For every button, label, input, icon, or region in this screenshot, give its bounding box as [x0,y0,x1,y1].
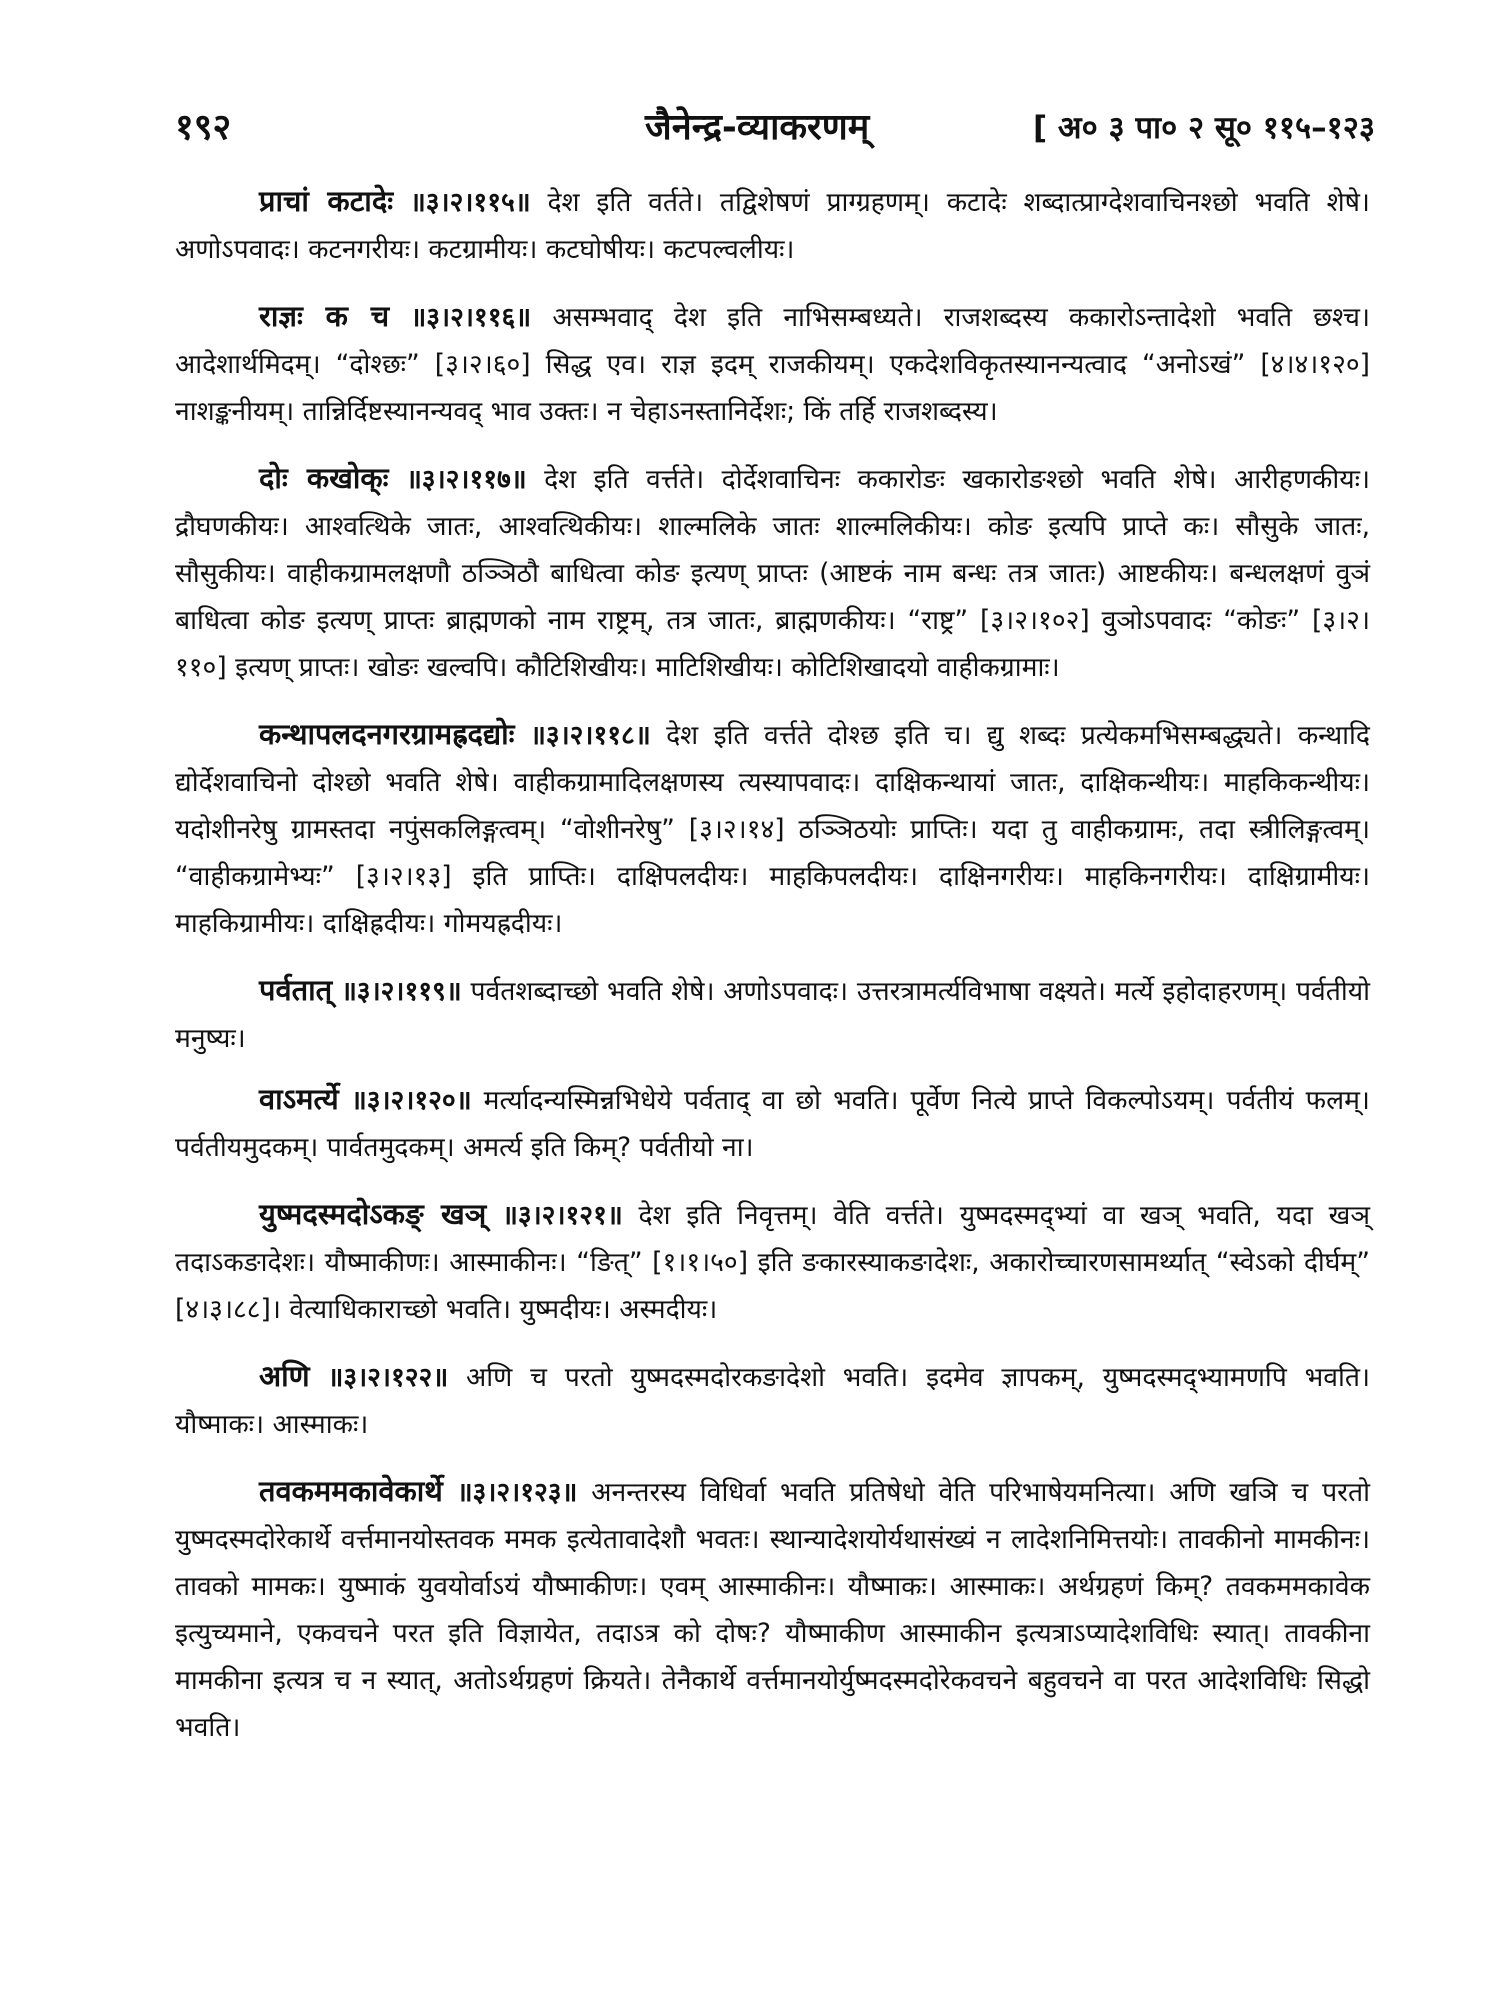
sutra-heading: अणि [259,1359,310,1393]
commentary-text: असम्भवाद् देश इति नाभिसम्बध्यते। राजशब्दस्य ककारोऽन्तादेशो भवति छश्च। आदेशार्थमिदम्। “दोश्छः” [३।२।६०] सिद्ध एव। राज्ञ इदम् राजकीयम्। एकदेशविकृतस्यानन्यत्वाद “अनोऽखं” [४।४।१२०] नाशङ्कनीयम्। तान्निर्दिष्टस्यानन्यवद् भाव उक्तः। न चेहाऽनस्तानिर्देशः; किं तर्हि राजशब्दस्य। [175,302,1370,427]
page-header [175,98,1375,158]
sutra-paragraph [175,1353,1370,1448]
sutra-heading: राज्ञः क च [259,299,390,333]
sutra-paragraph [175,1468,1370,1751]
section-reference: [ अ० ३ पा० २ सू० ११५–१२३ [1032,110,1375,146]
commentary-body [175,178,1370,1771]
sutra-heading: तवकममकावेकार्थे [259,1474,443,1508]
sutra-number: ॥३।२।१२२॥ [327,1362,449,1393]
commentary-text: मर्त्यादन्यस्मिन्नभिधेये पर्वताद् वा छो भवति। पूर्वेण नित्ये प्राप्ते विकल्पोऽयम्। पर्वतीयं फलम्। पर्वतीयमुदकम्। पार्वतमुदकम्। अमर्त्य इति किम्? पर्वतीयो ना। [175,1085,1370,1163]
sutra-heading: दोः कखोक्ः [259,461,389,495]
commentary-text: देश इति वर्त्तते। दोर्देशवाचिनः ककारोङः खकारोङश्छो भवति शेषे। आरीहणकीयः। द्रौघणकीयः। आश्वत्थिके जातः, आश्वत्थिकीयः। शाल्मलिके जातः शाल्मलिकीयः। कोङ इत्यपि प्राप्ते कः। सौसुके जातः, सौसुकीयः। वाहीकग्रामलक्षणौ ठञ्ञिठौ बाधित्वा कोङ इत्यण् प्राप्तः (आष्टकं नाम बन्धः तत्र जातः) आष्टकीयः। बन्धलक्षणं वुञं बाधित्वा कोङ इत्यण् प्राप्तः ब्राह्मणको नाम राष्ट्रम्, तत्र जातः, ब्राह्मणकीयः। “राष्ट्र” [३।२।१०२] वुञोऽपवादः “कोङः” [३।२।११०] इत्यण् प्राप्तः। खोङः खल्वपि। कौटिशिखीयः। माटिशिखीयः। कोटिशिखादयो वाहीकग्रामाः। [175,464,1370,683]
sutra-number: ॥३।२।११५॥ [409,187,531,218]
sutra-number: ॥३।२।१२१॥ [501,1200,623,1231]
sutra-number: ॥३।२।१२३॥ [456,1477,578,1508]
sutra-paragraph [175,178,1370,273]
page-number: १९२ [175,107,232,148]
sutra-number: ॥३।२।११९॥ [340,976,462,1007]
sutra-heading: प्राचां कटादेः [259,184,394,218]
sutra-paragraph [175,455,1370,691]
sutra-paragraph [175,1076,1370,1171]
sutra-heading: कन्थापलदनगरग्रामह्रदद्योः [259,717,515,751]
commentary-text: देश इति वर्तते। तद्विशेषणं प्राग्ग्रहणम्। कटादेः शब्दात्प्राग्देशवाचिनश्छो भवति शेषे। अणोऽपवादः। कटनगरीयः। कटग्रामीयः। कटघोषीयः। कटपल्वलीयः। [175,187,1370,265]
commentary-text: देश इति निवृत्तम्। वेति वर्त्तते। युष्मदस्मद्भ्यां वा खञ् भवति, यदा खञ् तदाऽकङादेशः। यौष्माकीणः। आस्माकीनः। “ङित्” [१।१।५०] इति ङकारस्याकङादेशः, अकारोच्चारणसामर्थ्यात् “स्वेऽको दीर्घम्” [४।३।८८]। वेत्याधिकाराच्छो भवति। युष्मदीयः। अस्मदीयः। [175,1200,1370,1325]
sutra-paragraph [175,1191,1370,1333]
commentary-text: अणि च परतो युष्मदस्मदोरकङादेशो भवति। इदमेव ज्ञापकम्, युष्मदस्मद्भ्यामणपि भवति। यौष्माकः। आस्माकः। [175,1362,1370,1440]
sutra-heading: पर्वतात् [259,973,333,1007]
commentary-text: अनन्तरस्य विधिर्वा भवति प्रतिषेधो वेति परिभाषेयमनित्या। अणि खञि च परतो युष्मदस्मदोरेकार्थे वर्त्तमानयोस्तवक ममक इत्येतावादेशौ भवतः। स्थान्यादेशयोर्यथासंख्यं न लादेशनिमित्तयोः। तावकीनो मामकीनः। तावको मामकः। युष्माकं युवयोर्वाऽयं यौष्माकीणः। एवम् आस्माकीनः। यौष्माकः। आस्माकः। अर्थग्रहणं किम्? तवकममकावेक इत्युच्यमाने, एकवचने परत इति विज्ञायेत, तदाऽत्र को दोषः? यौष्माकीण आस्माकीन इत्यत्राऽप्यादेशविधिः स्यात्। तावकीना मामकीना इत्यत्र च न स्यात्, अतोऽर्थग्रहणं क्रियते। तेनैकार्थे वर्त्तमानयोर्युष्मदस्मदोरेकवचने बहुवचने वा परत आदेशविधिः सिद्धो भवति। [175,1477,1370,1743]
sutra-heading: युष्मदस्मदोऽकङ् खञ् [259,1197,487,1231]
running-title: जैनेन्द्र-व्याकरणम् [645,107,870,148]
sutra-number: ॥३।२।११८॥ [529,720,651,751]
sutra-paragraph [175,711,1370,947]
sutra-paragraph [175,967,1370,1062]
sutra-number: ॥३।२।१२०॥ [350,1085,472,1116]
sutra-paragraph [175,293,1370,435]
commentary-text: देश इति वर्त्तते दोश्छ इति च। द्यु शब्दः प्रत्येकमभिसम्बद्ध्यते। कन्थादि द्योर्देशवाचिनो दोश्छो भवति शेषे। वाहीकग्रामादिलक्षणस्य त्यस्यापवादः। दाक्षिकन्थायां जातः, दाक्षिकन्थीयः। माहकिकन्थीयः। यदोशीनरेषु ग्रामस्तदा नपुंसकलिङ्गत्वम्। “वोशीनरेषु” [३।२।१४] ठञ्ञिठयोः प्राप्तिः। यदा तु वाहीकग्रामः, तदा स्त्रीलिङ्गत्वम्। “वाहीकग्रामेभ्यः” [३।२।१३] इति प्राप्तिः। दाक्षिपलदीयः। माहकिपलदीयः। दाक्षिनगरीयः। माहकिनगरीयः। दाक्षिग्रामीयः। माहकिग्रामीयः। दाक्षिह्रदीयः। गोमयह्रदीयः। [175,720,1370,939]
sutra-number: ॥३।२।११७॥ [405,464,527,495]
commentary-text: पर्वतशब्दाच्छो भवति शेषे। अणोऽपवादः। उत्तरत्रामर्त्यविभाषा वक्ष्यते। मर्त्ये इहोदाहरणम्। पर्वतीयो मनुष्यः। [175,976,1370,1054]
sutra-heading: वाऽमर्त्ये [259,1082,339,1116]
sutra-number: ॥३।२।११६॥ [410,302,532,333]
